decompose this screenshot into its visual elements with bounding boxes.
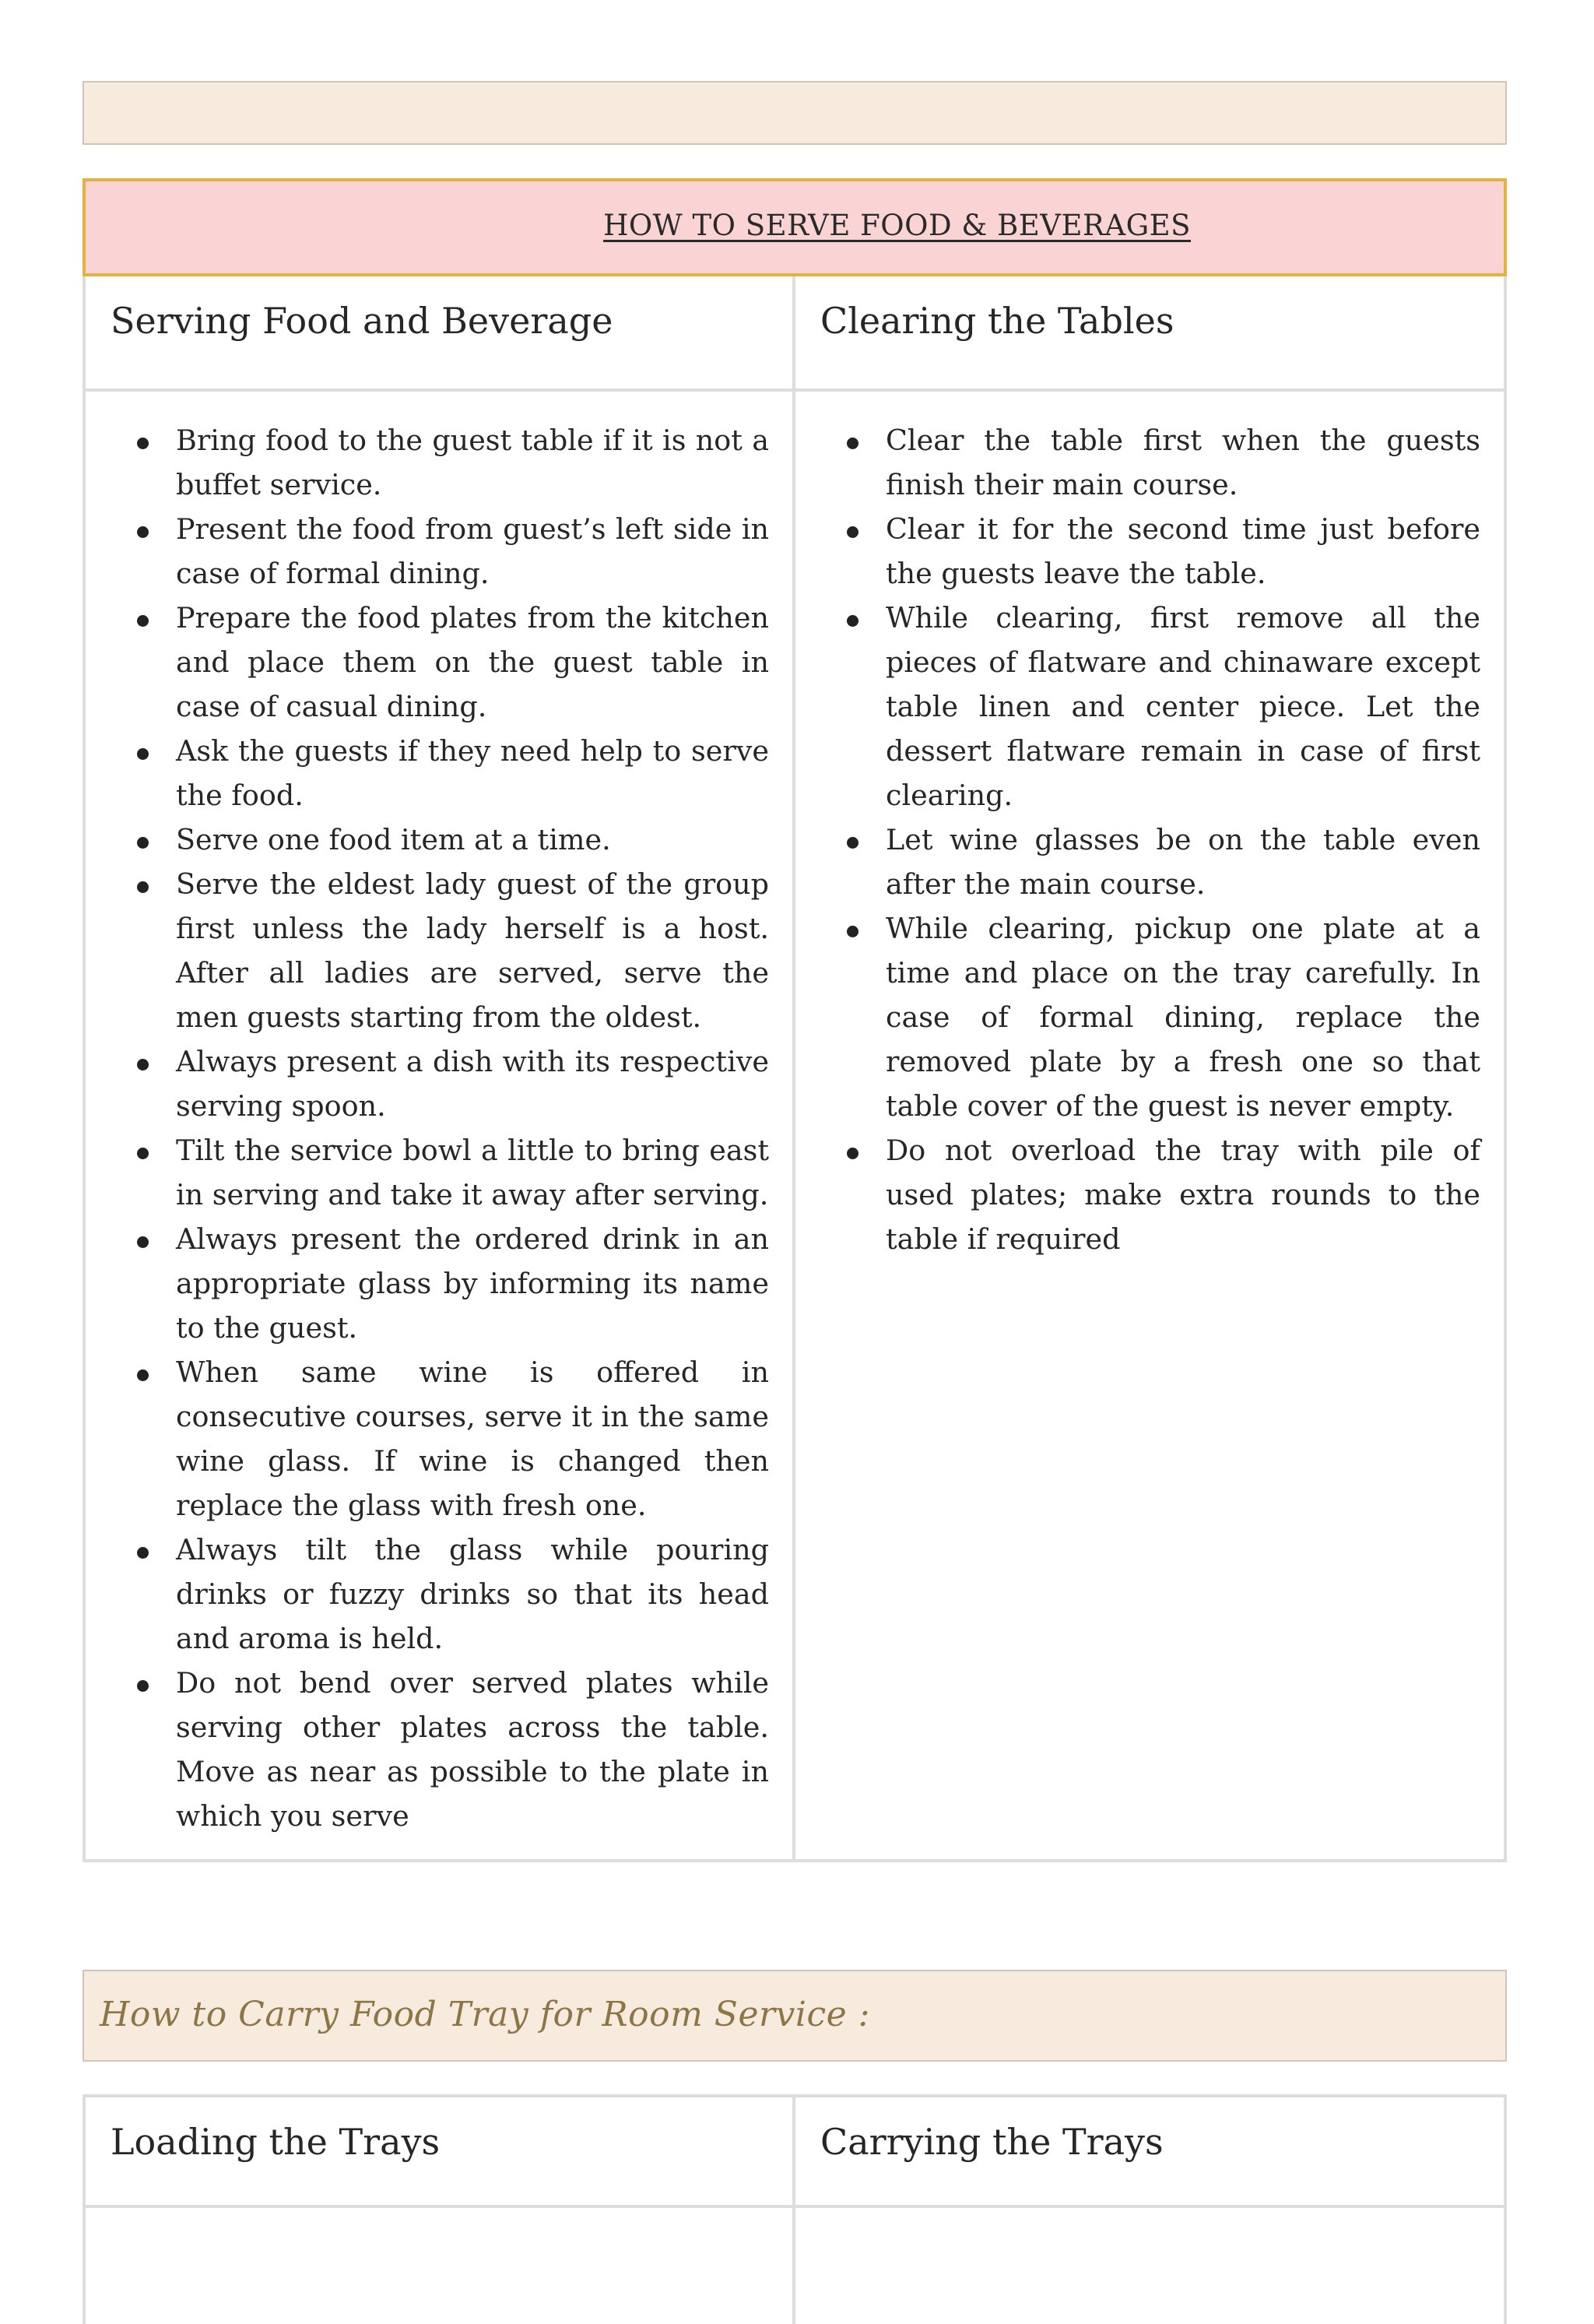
carrying-content-cell	[795, 2208, 1504, 2324]
clearing-list-cell	[795, 392, 1504, 1859]
list-item: Prepare the food plates from the kitchen and place them on the guest table in case of casual dining.	[111, 596, 769, 729]
room-service-title: How to Carry Food Tray for Room Service :	[100, 1995, 870, 2034]
top-header-band	[83, 81, 1507, 145]
list-item: Tilt the service bowl a little to bring east in serving and take it away after serving.	[111, 1128, 769, 1217]
serve-section-title: HOW TO SERVE FOOD & BEVERAGES	[603, 209, 1191, 242]
list-item: Serve one food item at a time.	[111, 817, 769, 862]
list-item: Always present a dish with its respective serving spoon.	[111, 1039, 769, 1128]
list-item: Always present the ordered drink in an appropriate glass by informing its name to the guest.	[111, 1217, 769, 1350]
list-item: While clearing, pickup one plate at a time and place on the tray carefully. In case of formal dining, replace the removed plate by a fresh one so that table cover of the guest is never empty.	[820, 906, 1480, 1128]
loading-heading: Loading the Trays	[111, 2121, 441, 2163]
list-item: Let wine glasses be on the table even after the main course.	[820, 817, 1480, 906]
list-item: Clear it for the second time just before the guests leave the table.	[820, 507, 1480, 596]
list-item: Always tilt the glass while pouring drinks or fuzzy drinks so that its head and aroma is held.	[111, 1528, 769, 1661]
loading-content-cell	[86, 2208, 795, 2324]
room-service-banner	[83, 1970, 1507, 2062]
list-item: Do not overload the tray with pile of used plates; make extra rounds to the table if required	[820, 1128, 1480, 1261]
list-item: Do not bend over served plates while serving other plates across the table. Move as near as possible to the plate in which you serve	[111, 1661, 769, 1838]
list-item: Bring food to the guest table if it is not a buffet service.	[111, 418, 769, 507]
room-service-table	[83, 2094, 1507, 2324]
serving-heading: Serving Food and Beverage	[111, 300, 613, 342]
list-item: When same wine is offered in consecutive courses, serve it in the same wine glass. If wine is changed then replace the glass with fresh one.	[111, 1350, 769, 1528]
serving-list	[86, 392, 792, 1838]
loading-heading-cell	[86, 2097, 795, 2208]
carrying-heading: Carrying the Trays	[820, 2121, 1164, 2163]
serve-section-banner	[83, 178, 1507, 276]
list-item: Present the food from guest’s left side in case of formal dining.	[111, 507, 769, 596]
list-item: While clearing, first remove all the pieces of flatware and chinaware except table linen and center piece. Let the dessert flatware remain in case of first clearing.	[820, 596, 1480, 817]
clearing-heading: Clearing the Tables	[820, 300, 1174, 342]
serving-list-cell	[86, 392, 795, 1859]
list-item: Clear the table first when the guests finish their main course.	[820, 418, 1480, 507]
serving-heading-cell	[86, 276, 795, 392]
list-item: Ask the guests if they need help to serve the food.	[111, 729, 769, 817]
carrying-heading-cell	[795, 2097, 1504, 2208]
serve-table	[83, 276, 1507, 1862]
clearing-heading-cell	[795, 276, 1504, 392]
list-item: Serve the eldest lady guest of the group first unless the lady herself is a host. After all ladies are served, serve the men guests starting from the oldest.	[111, 862, 769, 1039]
clearing-list	[795, 392, 1504, 1261]
